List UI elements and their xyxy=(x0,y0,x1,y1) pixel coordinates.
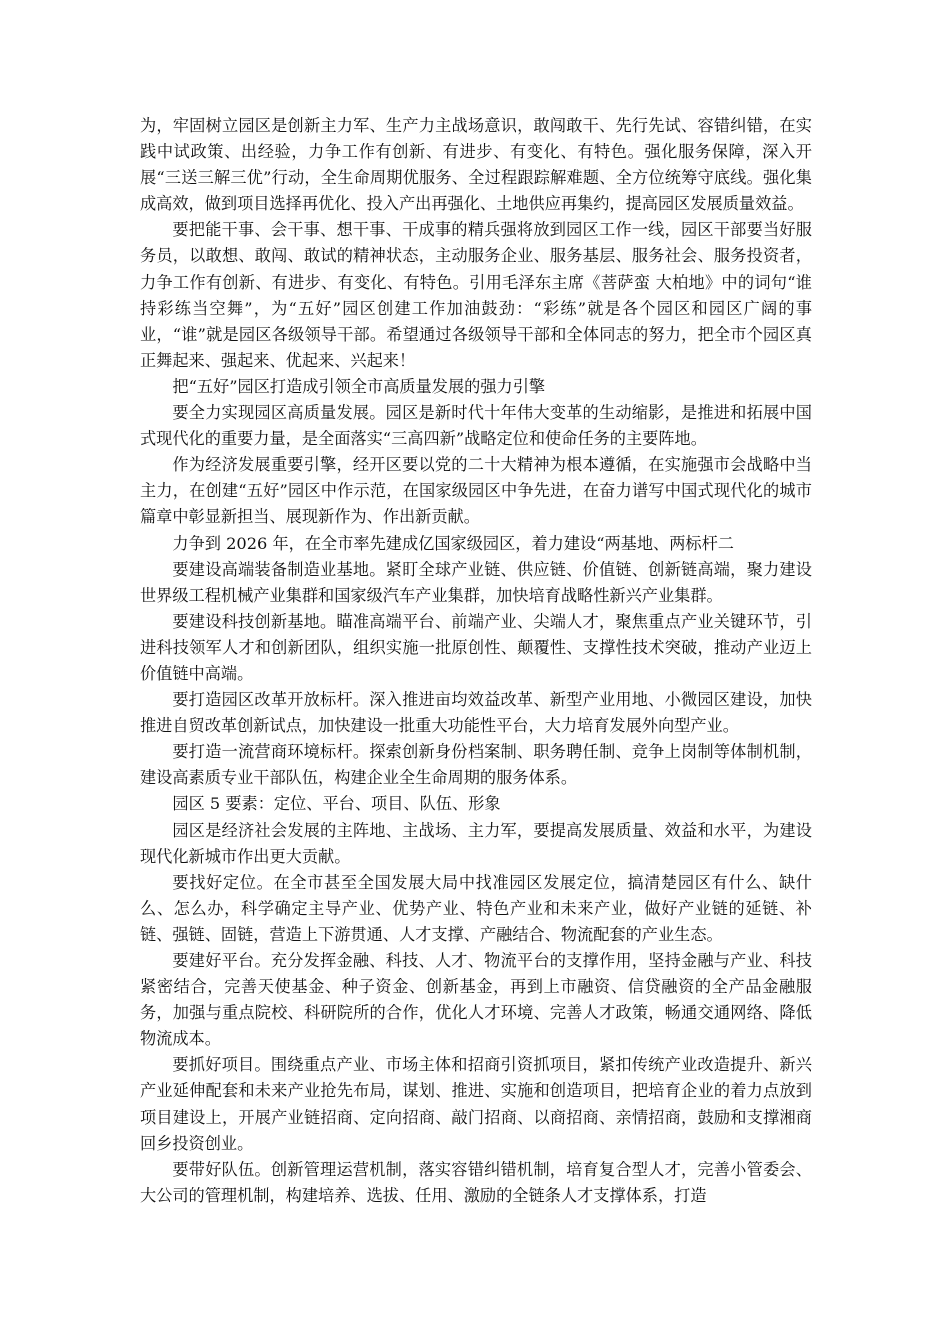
paragraph-7: 要建设高端装备制造业基地。紧盯全球产业链、供应链、价值链、创新链高端，聚力建设世界级工程机械产业集群和国家级汽车产业集群，加快培育战略性新兴产业集群。 xyxy=(140,559,812,605)
paragraph-12: 园区是经济社会发展的主阵地、主战场、主力军，要提高发展质量、效益和水平，为建设现代化新城市作出更大贡献。 xyxy=(140,820,812,866)
paragraph-6: 力争到 2026 年，在全市率先建成亿国家级园区，着力建设“两基地、两标杆二 xyxy=(172,533,734,553)
paragraph-5: 作为经济发展重要引擎，经开区要以党的二十大精神为根本遵循，在实施强市会战略中当主力，在创建“五好”园区中作示范，在国家级园区中争先进，在奋力谱写中国式现代化的城市篇章中彰显新担当、展现新作为、作出新贡献。 xyxy=(140,455,812,527)
paragraph-1: 为，牢固树立园区是创新主力军、生产力主战场意识，敢闯敢干、先行先试、容错纠错，在实践中试政策、出经验，力争工作有创新、有进步、有变化、有特色。强化服务保障，深入开展“三送三解三优”行动，全生命周期优服务、全过程跟踪解难题、全方位统筹守底线。强化集成高效，做到项目选择再优化、投入产出再强化、土地供应再集约，提高园区发展质量效益。 xyxy=(140,116,812,214)
section-heading-engine: 把“五好”园区打造成引领全市高质量发展的强力引擎 xyxy=(172,376,546,396)
paragraph-13: 要找好定位。在全市甚至全国发展大局中找准园区发展定位，搞清楚园区有什么、缺什么、怎么办，科学确定主导产业、优势产业、特色产业和未来产业，做好产业链的延链、补链、强链、固链，营造上下游贯通、人才支撑、产融结合、物流配套的产业生态。 xyxy=(140,872,812,944)
section-heading-five-elements: 园区 5 要素：定位、平台、项目、队伍、形象 xyxy=(172,794,501,814)
document-page xyxy=(140,113,812,1209)
paragraph-15: 要抓好项目。围绕重点产业、市场主体和招商引资抓项目，紧扣传统产业改造提升、新兴产业延伸配套和未来产业抢先布局，谋划、推进、实施和创造项目，把培育企业的着力点放到项目建设上，开展产业链招商、定向招商、敲门招商、以商招商、亲情招商，鼓励和支撑湘商回乡投资创业。 xyxy=(140,1055,812,1153)
paragraph-10: 要打造一流营商环境标杆。探索创新身份档案制、职务聘任制、竞争上岗制等体制机制，建设高素质专业干部队伍，构建企业全生命周期的服务体系。 xyxy=(140,742,812,788)
paragraph-14: 要建好平台。充分发挥金融、科技、人才、物流平台的支撑作用，坚持金融与产业、科技紧密结合，完善天使基金、种子资金、创新基金，再到上市融资、信贷融资的全产品金融服务，加强与重点院校、科研院所的合作，优化人才环境、完善人才政策，畅通交通网络、降低物流成本。 xyxy=(140,951,812,1049)
paragraph-4: 要全力实现园区高质量发展。园区是新时代十年伟大变革的生动缩影，是推进和拓展中国式现代化的重要力量，是全面落实“三高四新”战略定位和使命任务的主要阵地。 xyxy=(140,403,812,449)
paragraph-16: 要带好队伍。创新管理运营机制，落实容错纠错机制，培育复合型人才，完善小管委会、大公司的管理机制，构建培养、选拔、任用、激励的全链条人才支撑体系，打造 xyxy=(140,1159,812,1205)
paragraph-9: 要打造园区改革开放标杆。深入推进亩均效益改革、新型产业用地、小微园区建设，加快推进自贸改革创新试点，加快建设一批重大功能性平台，大力培育发展外向型产业。 xyxy=(140,690,812,736)
paragraph-8: 要建设科技创新基地。瞄准高端平台、前端产业、尖端人才，聚焦重点产业关键环节，引进科技领军人才和创新团队，组织实施一批原创性、颠覆性、支撑性技术突破，推动产业迈上价值链中高端。 xyxy=(140,611,812,683)
paragraph-2: 要把能干事、会干事、想干事、干成事的精兵强将放到园区工作一线，园区干部要当好服务员，以敢想、敢闯、敢试的精神状态，主动服务企业、服务基层、服务社会、服务投资者，力争工作有创新、有进步、有变化、有特色。引用毛泽东主席《菩萨蛮 大柏地》中的词句“谁持彩练当空舞”，为“五好”园区创建工作加油鼓劲：“彩练”就是各个园区和园区广阔的事业，“谁”就是园区各级领导干部。希望通过各级领导干部和全体同志的努力，把全市个园区真正舞起来、强起来、优起来、兴起来！ xyxy=(140,220,812,370)
